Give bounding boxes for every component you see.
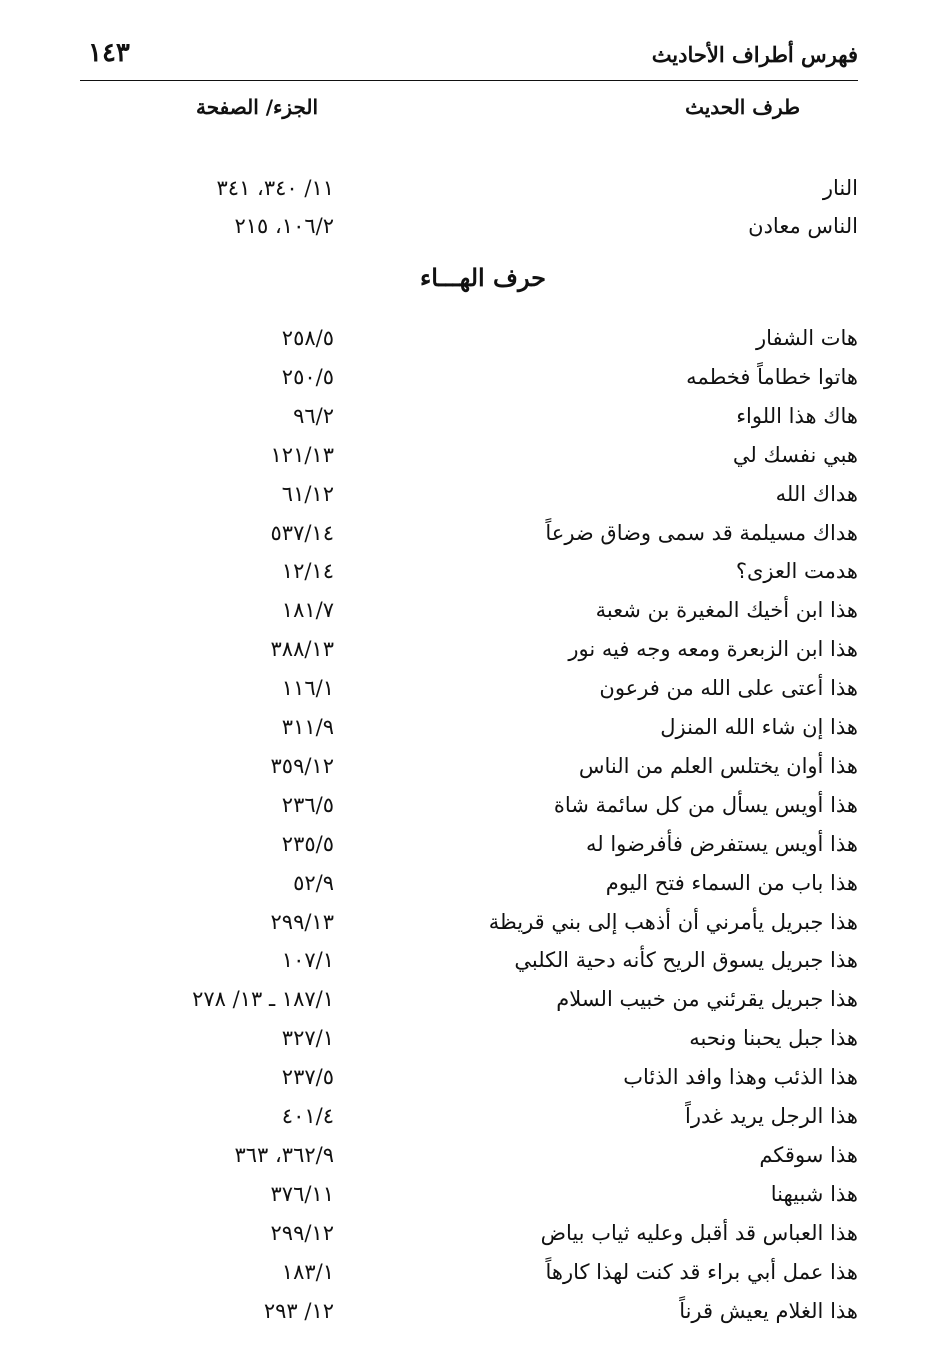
index-row: [0, 361, 946, 397]
index-row: [0, 828, 946, 864]
volume-page-ref: ٢٩٩/١٣: [270, 910, 334, 934]
index-row: [0, 750, 946, 786]
index-row: [0, 400, 946, 436]
volume-page-ref: ١١/ ٣٤٠، ٣٤١: [216, 176, 334, 200]
index-row: [0, 1217, 946, 1253]
volume-page-ref: ٦١/١٢: [281, 482, 334, 506]
hadith-text: هاتوا خطاماً فخطمه: [686, 365, 858, 389]
hadith-text: هذا الغلام يعيش قرناً: [679, 1299, 858, 1323]
hadith-text: هذا عمل أبي براء قد كنت لهذا كارهاً: [545, 1260, 858, 1284]
index-row: [0, 1178, 946, 1214]
index-row: [0, 983, 946, 1019]
index-row: [0, 555, 946, 591]
volume-page-ref: ١١٦/١: [281, 676, 334, 700]
index-row: [0, 1100, 946, 1136]
volume-page-ref: ١٢١/١٣: [270, 443, 334, 467]
hadith-text: هذا أعتى على الله من فرعون: [599, 676, 858, 700]
index-row: [0, 672, 946, 708]
index-row: [0, 322, 946, 358]
hadith-text: النار: [822, 176, 858, 200]
hadith-text: هذا إن شاء الله المنزل: [660, 715, 858, 739]
hadith-text: هذا باب من السماء فتح اليوم: [605, 871, 858, 895]
volume-page-ref: ٣٥٩/١٢: [270, 754, 334, 778]
index-row: [0, 172, 946, 208]
volume-page-ref: ٣١١/٩: [281, 715, 334, 739]
hadith-text: هذا جبريل يأمرني أن أذهب إلى بني قريظة: [488, 910, 858, 934]
hadith-text: الناس معادن: [748, 214, 858, 238]
hadith-text: هذا أويس يستفرض فأفرضوا له: [586, 832, 858, 856]
column-header-hadith: طرف الحديث: [685, 95, 800, 119]
column-header-reference: الجزء/ الصفحة: [196, 95, 319, 119]
volume-page-ref: ٢٩٩/١٢: [270, 1221, 334, 1245]
volume-page-ref: ١٠٧/١: [281, 948, 334, 972]
volume-page-ref: ٣٦٢/٩، ٣٦٣: [234, 1143, 334, 1167]
running-title: فهرس أطراف الأحاديث: [651, 42, 858, 67]
index-row: [0, 1295, 946, 1331]
hadith-text: هداك مسيلمة قد سمى وضاق ضرعاً: [545, 521, 858, 545]
header-divider: [80, 80, 858, 81]
volume-page-ref: ٩٦/٢: [293, 404, 334, 428]
index-row: [0, 594, 946, 630]
index-row: [0, 210, 946, 246]
hadith-text: هاك هذا اللواء: [736, 404, 858, 428]
index-row: [0, 478, 946, 514]
running-head: [80, 38, 858, 74]
volume-page-ref: ٢٥٠/٥: [281, 365, 334, 389]
index-row: [0, 711, 946, 747]
hadith-text: هذا العباس قد أقبل وعليه ثياب بياض: [540, 1221, 858, 1245]
volume-page-ref: ١٨٣/١: [281, 1260, 334, 1284]
hadith-text: هذا الرجل يريد غدراً: [685, 1104, 858, 1128]
hadith-text: هذا ابن الزبعرة ومعه وجه فيه نور: [568, 637, 858, 661]
section-heading-text: حرف الهـــاء: [419, 263, 547, 292]
hadith-text: هدمت العزى؟: [735, 559, 858, 583]
hadith-text: هذا الذئب وهذا وافد الذئاب: [623, 1065, 858, 1089]
volume-page-ref: ٢٣٦/٥: [281, 793, 334, 817]
index-row: [0, 944, 946, 980]
hadith-text: هذا شبيهنا: [770, 1182, 858, 1206]
hadith-text: هذا جبل يحبنا ونحبه: [689, 1026, 858, 1050]
hadith-text: هات الشفار: [755, 326, 858, 350]
index-row: [0, 1256, 946, 1292]
index-row: [0, 633, 946, 669]
volume-page-ref: ٢٣٧/٥: [281, 1065, 334, 1089]
volume-page-ref: ١٢/١٤: [281, 559, 334, 583]
volume-page-ref: ٣٢٧/١: [281, 1026, 334, 1050]
volume-page-ref: ٥٣٧/١٤: [270, 521, 334, 545]
volume-page-ref: ٣٨٨/١٣: [270, 637, 334, 661]
hadith-text: هذا جبريل يسوق الريح كأنه دحية الكلبي: [514, 948, 858, 972]
index-row: [0, 1061, 946, 1097]
volume-page-ref: ٣٧٦/١١: [270, 1182, 334, 1206]
page-number: ١٤٣: [88, 38, 130, 68]
volume-page-ref: ٤٠١/٤: [281, 1104, 334, 1128]
index-row: [0, 517, 946, 553]
volume-page-ref: ١٨٧/١ ـ ١٣/ ٢٧٨: [192, 987, 334, 1011]
volume-page-ref: ١٨١/٧: [281, 598, 334, 622]
section-heading: [0, 263, 946, 292]
index-row: [0, 439, 946, 475]
index-row: [0, 789, 946, 825]
volume-page-ref: ١٢/ ٢٩٣: [263, 1299, 334, 1323]
hadith-text: هذا ابن أخيك المغيرة بن شعبة: [595, 598, 858, 622]
hadith-text: هذا أويس يسأل من كل سائمة شاة: [553, 793, 858, 817]
hadith-text: هذا جبريل يقرئني من خبيب السلام: [556, 987, 858, 1011]
index-row: [0, 867, 946, 903]
hadith-text: هبي نفسك لي: [732, 443, 858, 467]
volume-page-ref: ٥٢/٩: [293, 871, 334, 895]
volume-page-ref: ١٠٦/٢، ٢١٥: [234, 214, 334, 238]
volume-page-ref: ٢٣٥/٥: [281, 832, 334, 856]
hadith-text: هذا أوان يختلس العلم من الناس: [578, 754, 858, 778]
index-row: [0, 1139, 946, 1175]
hadith-text: هداك الله: [775, 482, 858, 506]
hadith-text: هذا سوقكم: [759, 1143, 858, 1167]
index-row: [0, 906, 946, 942]
volume-page-ref: ٢٥٨/٥: [281, 326, 334, 350]
index-row: [0, 1022, 946, 1058]
